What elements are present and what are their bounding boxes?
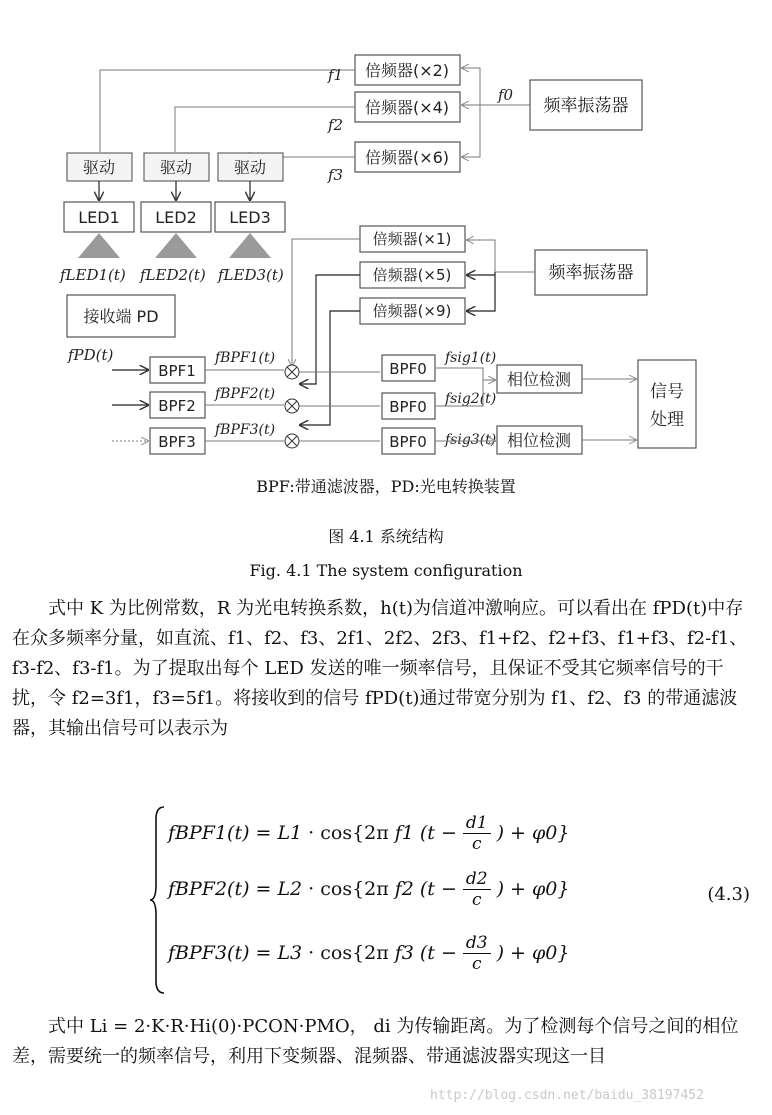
equation-row	[168, 808, 569, 858]
driver-label-2: 驱动	[159, 158, 193, 177]
paragraph-1	[12, 594, 757, 744]
fpd-label: fPD(t)	[68, 346, 114, 364]
multiplier-x2-label: 倍频器(×2)	[364, 61, 450, 80]
bpf0-label-1: BPF0	[389, 360, 427, 378]
equals-sign: =	[255, 942, 272, 964]
phase-detector-label-2: 相位检测	[506, 431, 572, 450]
equation-lhs: fBPF1(t)	[168, 822, 250, 844]
fled3-label: fLED3(t)	[218, 266, 284, 284]
equation-fraction	[463, 933, 491, 974]
equation-phase-term: ) + φ0}	[496, 878, 570, 900]
equation-lhs: fBPF3(t)	[168, 942, 250, 964]
led1-label: LED1	[78, 208, 120, 227]
light-cone-icon-2	[155, 233, 197, 258]
equation-cos-term: · cos{2π	[308, 942, 389, 964]
fsig2-label: fsig2(t)	[445, 391, 497, 407]
fled2-label: fLED2(t)	[140, 266, 206, 284]
mixer-icon-2	[285, 399, 299, 413]
equation-frequency: f3	[394, 942, 414, 964]
led2-label: LED2	[155, 208, 197, 227]
signal-processing-label-1: 信号	[650, 382, 684, 402]
fraction-denominator: c	[471, 889, 482, 910]
fbpf3-label: fBPF3(t)	[215, 422, 276, 438]
fraction-denominator: c	[471, 833, 482, 854]
f2-label: f2	[328, 116, 344, 134]
fsig3-label: fsig3(t)	[445, 432, 497, 448]
mixer-icon-1	[285, 365, 299, 379]
multiplier-x6-label: 倍频器(×6)	[364, 148, 450, 167]
bpf1-label: BPF1	[158, 362, 196, 380]
paragraph-1-text: 式中 K 为比例常数，R 为光电转换系数，h(t)为信道冲激响应。可以看出在 fPD(t)中存在众多频率分量，如直流、f1、f2、f3、2f1、2f2、2f3、f1+f2、f2+f3、f1+f3、f2-f1、f3-f2、f3-f1。为了提取出每个 LED 发送的唯一频率信号，且保证不受其它频率信号的干扰，令 f2=3f1，f3=5f1。将接收到的信号 fPD(t)通过带宽分别为 f1、f2、f3 的带通滤波器，其输出信号可以表示为	[12, 598, 748, 739]
equation-time-term: (t −	[419, 942, 457, 964]
equation-cos-term: · cos{2π	[308, 878, 389, 900]
pd-label: 接收端 PD	[83, 307, 159, 326]
multiplier-x9-label: 倍频器(×9)	[372, 302, 452, 320]
equation-frequency: f2	[394, 878, 414, 900]
fraction-numerator: d1	[463, 813, 491, 834]
f1-label: f1	[328, 66, 344, 84]
bpf0-label-3: BPF0	[389, 433, 427, 451]
driver-label-1: 驱动	[82, 158, 116, 177]
fraction-numerator: d3	[463, 933, 491, 954]
equals-sign: =	[255, 822, 272, 844]
equation-number: (4.3)	[707, 884, 750, 905]
f3-label: f3	[328, 166, 344, 184]
multiplier-x5-label: 倍频器(×5)	[372, 266, 452, 284]
caption-en: Fig. 4.1 The system configuration	[249, 561, 523, 580]
equation-phase-term: ) + φ0}	[496, 822, 570, 844]
figure-legend-note: BPF:带通滤波器，PD:光电转换装置	[256, 477, 516, 496]
paragraph-2	[12, 1012, 757, 1072]
equals-sign: =	[255, 878, 272, 900]
fbpf1-label: fBPF1(t)	[215, 350, 276, 366]
fraction-numerator: d2	[463, 869, 491, 890]
phase-detector-label-1: 相位检测	[506, 370, 572, 389]
equation-time-term: (t −	[419, 822, 457, 844]
equation-brace	[150, 805, 166, 995]
equation-time-term: (t −	[419, 878, 457, 900]
equation-fraction	[463, 813, 491, 854]
fled1-label: fLED1(t)	[60, 266, 126, 284]
fraction-denominator: c	[471, 953, 482, 974]
equation-amplitude: L3	[277, 942, 303, 964]
watermark: http://blog.csdn.net/baidu_38197452	[430, 1088, 704, 1103]
multiplier-x4-label: 倍频器(×4)	[364, 98, 450, 117]
signal-processing-box	[638, 360, 696, 448]
oscillator-label-bottom: 频率振荡器	[548, 263, 634, 283]
caption-cn: 图 4.1 系统结构	[328, 527, 444, 546]
driver-label-3: 驱动	[233, 158, 267, 177]
bpf3-label: BPF3	[158, 433, 196, 451]
led3-label: LED3	[229, 208, 271, 227]
f0-label: f0	[498, 86, 514, 104]
system-diagram	[0, 0, 772, 470]
equation-row	[168, 928, 569, 978]
oscillator-label-top: 频率振荡器	[543, 96, 629, 116]
light-cone-icon-3	[229, 233, 271, 258]
equation-phase-term: ) + φ0}	[496, 942, 570, 964]
bpf2-label: BPF2	[158, 397, 196, 415]
paragraph-2-text: 式中 Li = 2·K·R·Hi(0)·PCON·PMO， di 为传输距离。为了检测每个信号之间的相位差，需要统一的频率信号，利用下变频器、混频器、带通滤波器实现这一目	[12, 1016, 739, 1067]
equation-amplitude: L1	[277, 822, 303, 844]
multiplier-x1-label: 倍频器(×1)	[372, 230, 452, 248]
equation-lhs: fBPF2(t)	[168, 878, 250, 900]
equation-row	[168, 864, 569, 914]
fsig1-label: fsig1(t)	[445, 350, 497, 366]
equation-cos-term: · cos{2π	[308, 822, 389, 844]
signal-processing-label-2: 处理	[650, 410, 684, 430]
equation-frequency: f1	[394, 822, 414, 844]
bpf0-label-2: BPF0	[389, 398, 427, 416]
mixer-icon-3	[285, 434, 299, 448]
fbpf2-label: fBPF2(t)	[215, 386, 276, 402]
light-cone-icon-1	[78, 233, 120, 258]
equation-fraction	[463, 869, 491, 910]
equation-amplitude: L2	[277, 878, 303, 900]
